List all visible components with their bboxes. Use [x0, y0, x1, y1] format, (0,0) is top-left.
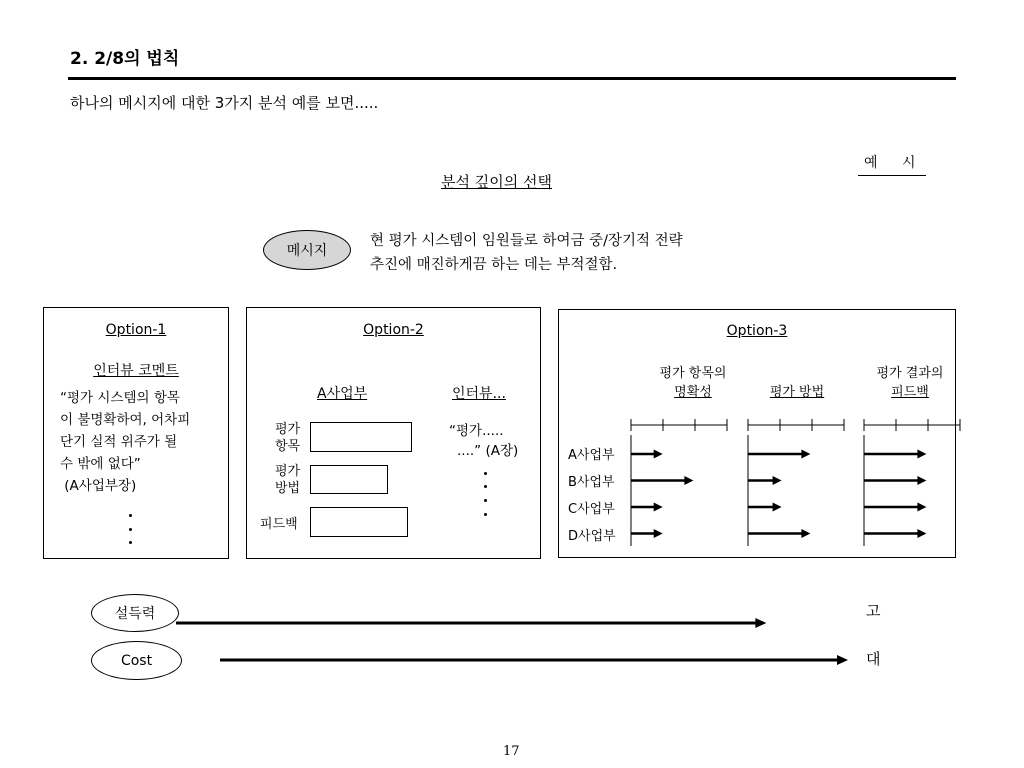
option2-quote-line: “평가..... [449, 423, 504, 439]
option2-col2-heading: 인터뷰... [452, 386, 506, 402]
option3-title: Option-3 [726, 323, 788, 339]
persuasion-end-label: 고 [866, 602, 881, 620]
col-heading-line: 평가 방법 [769, 385, 825, 400]
persuasion-pill: 설득력 [91, 594, 179, 632]
row-label-line: 평가 [275, 464, 301, 479]
row-label-line: 평가 [275, 422, 301, 437]
option1-title: Option-1 [105, 322, 167, 338]
col-heading-line: 평가 항목의 [659, 366, 727, 381]
option1-quote-line: (A사업부장) [60, 478, 137, 494]
message-line-2: 추진에 매진하게끔 하는 데는 부적절함. [370, 257, 618, 273]
scale-arrow-head [837, 655, 848, 665]
message-line-1: 현 평가 시스템이 임원들로 하여금 중/장기적 전략 [370, 233, 683, 249]
row-label-line: 항목 [275, 439, 301, 454]
option1-quote-line: 단기 실적 위주가 될 [60, 434, 178, 450]
option1-quote-line: “평가 시스템의 항목 [60, 390, 180, 406]
row-label-line: 방법 [275, 481, 301, 496]
section-title: 분석 깊이의 선택 [441, 173, 552, 191]
cost-end-label: 대 [866, 650, 881, 668]
division-label: C사업부 [568, 502, 615, 517]
option2-col1-heading: A사업부 [317, 386, 368, 402]
example-tag: 예 시 [858, 152, 926, 176]
option1-quote-line: 이 불명확하여, 어차피 [60, 412, 191, 428]
page-subtitle: 하나의 메시지에 대한 3가지 분석 예를 보면..... [70, 94, 379, 112]
page-title: 2. 2/8의 법칙 [70, 49, 180, 69]
option1-heading: 인터뷰 코멘트 [93, 363, 179, 379]
option1-quote-line: 수 밖에 없다” [60, 456, 141, 472]
col-heading-line: 피드백 [891, 385, 929, 400]
option2-quote-line: ....” (A장) [457, 443, 519, 459]
message-pill: 메시지 [263, 230, 351, 270]
col-heading-line: 평가 결과의 [876, 366, 944, 381]
row-label-line: 피드백 [260, 517, 298, 532]
cost-pill: Cost [91, 641, 182, 680]
division-label: D사업부 [568, 529, 616, 544]
scale-arrow-head [755, 618, 766, 628]
page-number: 17 [503, 744, 520, 759]
col-heading-line: 명확성 [674, 385, 712, 400]
division-label: B사업부 [568, 475, 615, 490]
division-label: A사업부 [568, 448, 615, 463]
option2-title: Option-2 [363, 322, 424, 338]
